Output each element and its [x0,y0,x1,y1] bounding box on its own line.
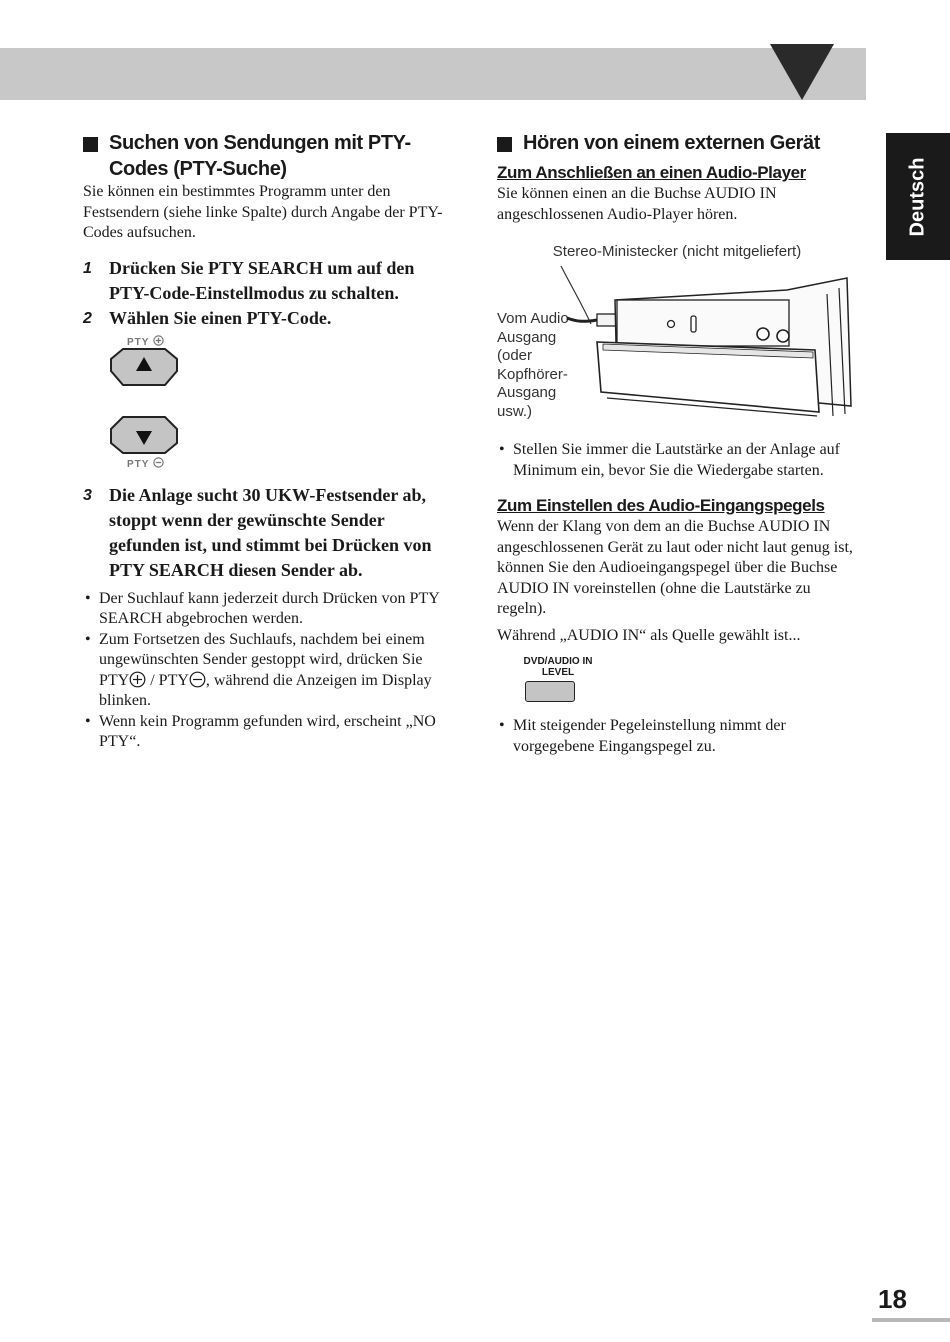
source-selected-text: Während „AUDIO IN“ als Quelle gewählt ist... [497,626,801,644]
pty-buttons-illustration [107,331,455,481]
minus-circle-icon [153,457,164,468]
page-number: 18 [878,1284,907,1314]
audio-source-label: Vom Audio-Ausgang (oder Kopfhörer-Ausgang usw.) [497,310,574,420]
left-column [83,128,455,753]
header-bar [0,48,866,100]
level-button-label: DVD/AUDIO IN LEVEL [523,656,593,678]
page-number-underline [872,1318,950,1322]
note-2: • Zum Fortsetzen des Suchlaufs, nachdem bei einem ungewünschten Sender gestoppt wird, drücken Sie PTY / PTY , während die Anzeigen im Display blinken. [83,630,455,712]
dvd-audio-in-level-button[interactable] [525,681,575,702]
steps-list-continued [83,483,455,583]
subheading-connect-player: Zum Anschließen an einen Audio-Player [497,163,806,182]
level-button-illustration [497,654,857,710]
input-level-text: Wenn der Klang von dem an die Buchse AUDIO IN angeschlossenen Gerät zu laut oder nicht laut genug ist, können Sie den Audioeingangspegel über die Buchse AUDIO IN voreinstellen (ohne die Lautstärke zu regeln). [497,518,853,617]
pty-up-label: PTY [127,335,164,348]
unit-illustration [557,266,857,426]
level-notes [497,716,857,757]
step-3: 3 Die Anlage sucht 30 UKW-Festsender ab, stoppt wenn der gewünschte Sender gefunden ist, und stimmt bei Drücken von PTY SEARCH diesen Sender ab. [83,484,432,580]
section-heading-pty-search: Suchen von Sendungen mit PTY-Codes (PTY-Suche) [83,130,455,182]
section-heading-external-device: Hören von einem externen Gerät [497,130,857,156]
notes-list [83,589,455,753]
pty-up-button[interactable] [109,347,179,387]
plus-circle-icon [129,671,146,688]
subheading-input-level: Zum Einstellen des Audio-Eingangspegels [497,496,825,515]
note-3: • Wenn kein Programm gefunden wird, erscheint „NO PTY“. [83,712,455,753]
language-tab-label: Deutsch [906,157,929,236]
connect-player-text: Sie können einen an die Buchse AUDIO IN angeschlossenen Audio-Player hören. [497,185,777,223]
stereo-plug-label: Stereo-Ministecker (nicht mitgeliefert) [552,243,802,260]
pty-intro: Sie können ein bestimmtes Programm unter den Festsendern (siehe linke Spalte) durch Angabe der PTY-Codes aufsuchen. [83,183,443,241]
square-bullet-icon [497,137,512,152]
note-1: • Der Suchlauf kann jederzeit durch Drücken von PTY SEARCH abgebrochen werden. [83,589,455,630]
minus-circle-icon [189,671,206,688]
step-1: 1 Drücken Sie PTY SEARCH um auf den PTY-Code-Einstellmodus zu schalten. [83,257,415,303]
volume-note: • Stellen Sie immer die Lautstärke an der Anlage auf Minimum ein, bevor Sie die Wiedergabe starten. [497,440,857,481]
steps-list [83,256,455,331]
audio-connection-diagram [497,266,857,436]
level-note: • Mit steigender Pegeleinstellung nimmt der vorgegebene Eingangspegel zu. [497,716,857,757]
pty-down-button[interactable] [109,415,179,455]
pty-down-label: PTY [127,457,164,470]
plus-circle-icon [153,335,164,346]
language-tab [886,133,950,260]
connect-notes [497,440,857,481]
square-bullet-icon [83,137,98,152]
down-triangle-icon [770,44,866,102]
right-column [497,128,857,757]
step-2: 2 Wählen Sie einen PTY-Code. [83,307,332,328]
